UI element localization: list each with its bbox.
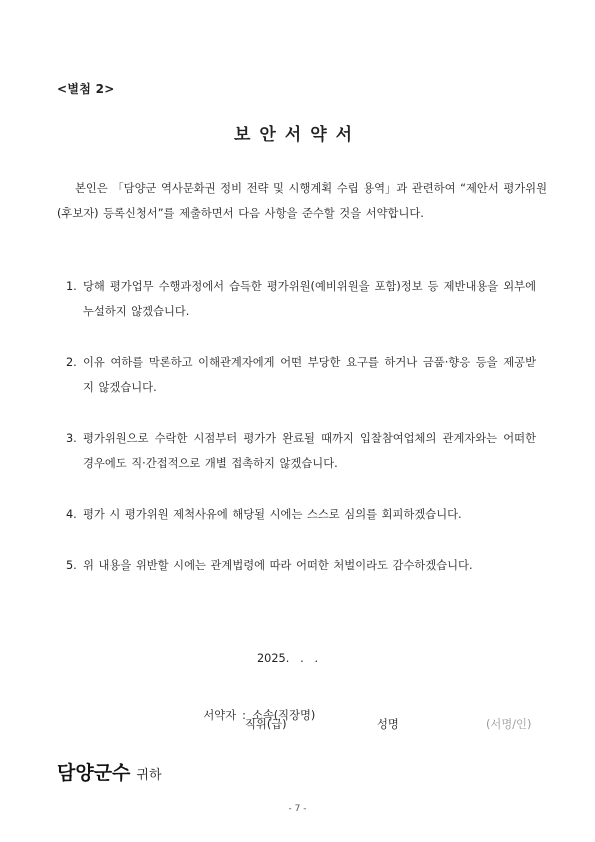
pledge-item xyxy=(66,426,536,476)
annex-label: <별첨 2> xyxy=(57,82,115,96)
page-number: - 7 - xyxy=(288,804,307,814)
pledge-text: 위 내용을 위반할 시에는 관계법령에 따라 어떠한 처벌이라도 감수하겠습니다. xyxy=(83,559,473,572)
recipient-suffix: 귀하 xyxy=(136,768,162,783)
pledge-item xyxy=(66,553,536,578)
signer-name-label: 성명 xyxy=(377,718,399,731)
pledge-number: 3. xyxy=(66,432,77,445)
pledge-number: 2. xyxy=(66,356,77,369)
recipient-line xyxy=(57,758,162,785)
intro-paragraph: 본인은 「담양군 역사문화권 정비 전략 및 시행계획 수립 용역」과 관련하여 “제안서 평가위원(후보자) 등록신청서”를 제출하면서 다음 사항을 준수할 것을 서약합니다. xyxy=(57,182,547,220)
pledge-text: 평가 시 평가위원 제척사유에 해당될 시에는 스스로 심의를 회피하겠습니다. xyxy=(83,508,462,521)
pledge-text: 평가위원으로 수락한 시점부터 평가가 완료될 때까지 입찰참여업체의 관계자와는 어떠한 경우에도 직·간접적으로 개별 접촉하지 않겠습니다. xyxy=(83,432,536,470)
recipient-name: 담양군수 xyxy=(57,762,131,784)
signer-colon: : xyxy=(242,709,246,722)
pledge-list xyxy=(66,274,536,604)
pledge-item xyxy=(66,502,536,527)
pledge-number: 5. xyxy=(66,559,77,572)
signer-label: 서약자 xyxy=(203,709,237,722)
pledge-item xyxy=(66,274,536,324)
pledge-number: 1. xyxy=(66,280,77,293)
signer-affiliation: 소속(직장명) xyxy=(251,709,316,722)
pledge-number: 4. xyxy=(66,508,77,521)
signature-seal-placeholder: (서명/인) xyxy=(486,718,532,731)
pledge-item xyxy=(66,350,536,400)
date-line: 2025. . . xyxy=(257,652,319,665)
pledge-text: 이유 여하를 막론하고 이해관계자에게 어떤 부당한 요구를 하거나 금품·향응 등을 제공받지 않겠습니다. xyxy=(83,356,536,394)
signer-position: 직위(급) xyxy=(245,718,287,731)
pledge-text: 당해 평가업무 수행과정에서 습득한 평가위원(예비위원을 포함)정보 등 제반내용을 외부에 누설하지 않겠습니다. xyxy=(83,280,536,318)
document-title: 보안서약서 xyxy=(233,125,362,145)
